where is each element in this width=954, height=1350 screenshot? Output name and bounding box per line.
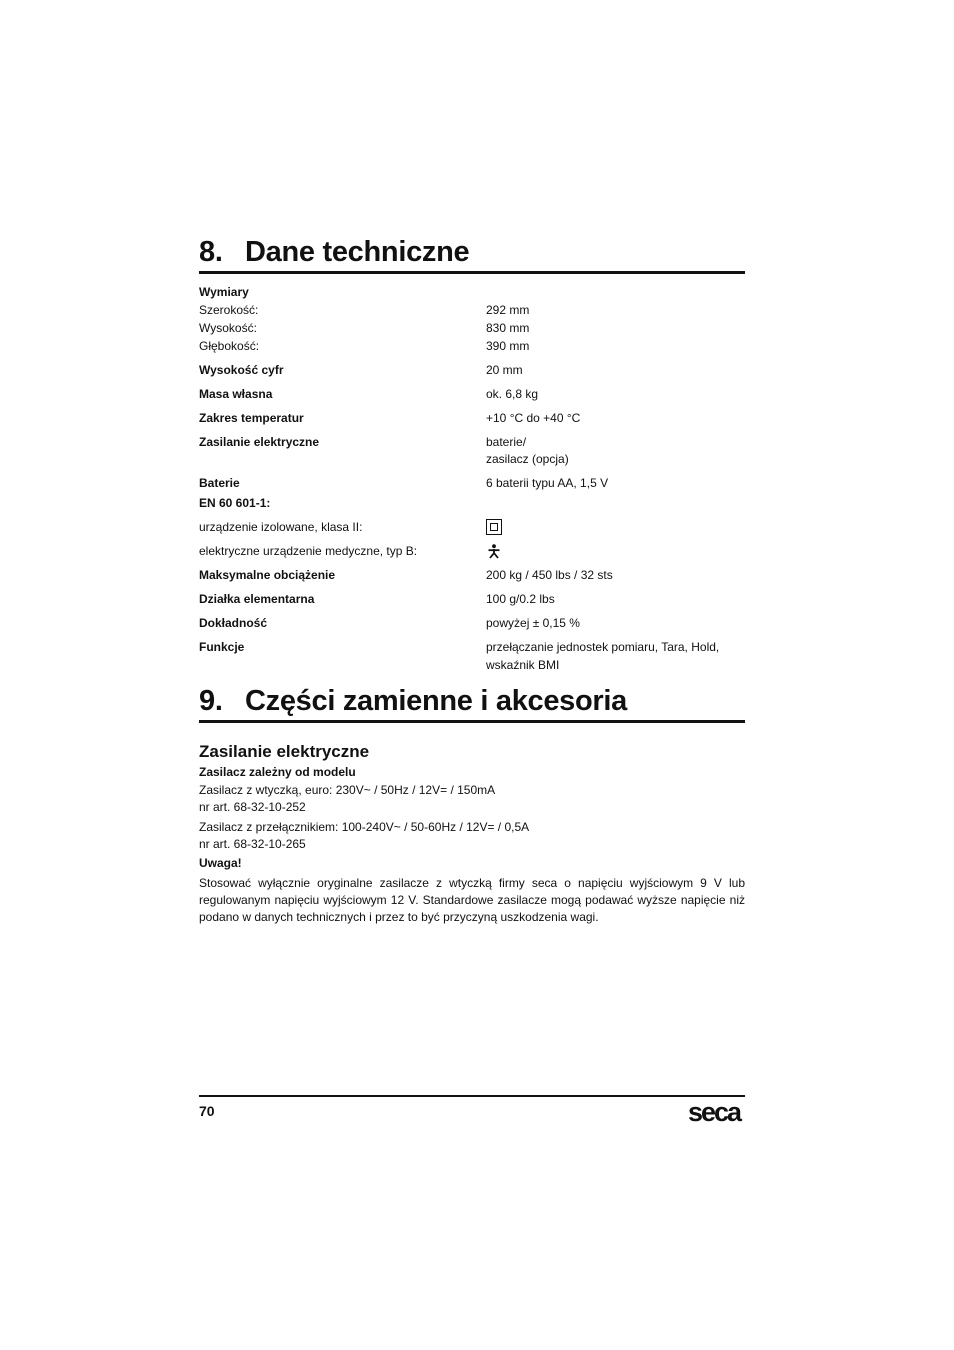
spec-value: 830 mm <box>486 321 530 335</box>
section-9-number: 9. <box>199 685 223 717</box>
adapter-2-article-number: nr art. 68-32-10-265 <box>199 837 306 851</box>
spec-label: Masa własna <box>199 387 273 401</box>
spec-label: Baterie <box>199 476 240 490</box>
type-b-person-icon <box>487 544 501 559</box>
section-8-rule <box>199 271 745 274</box>
class-ii-double-square-icon <box>486 519 502 535</box>
adapter-1-article-number: nr art. 68-32-10-252 <box>199 800 306 814</box>
spec-value: +10 °C do +40 °C <box>486 411 581 425</box>
spec-value: zasilacz (opcja) <box>486 452 569 466</box>
section-9-heading <box>199 684 745 718</box>
section-8-heading <box>199 235 745 269</box>
adapter-2-description: Zasilacz z przełącznikiem: 100-240V~ / 50-60Hz / 12V= / 0,5A <box>199 820 530 834</box>
spec-label: Szerokość: <box>199 303 259 317</box>
spec-value: ok. 6,8 kg <box>486 387 539 401</box>
section-8-number: 8. <box>199 236 223 268</box>
section-9-title: Części zamienne i akcesoria <box>245 685 627 717</box>
spec-label: Funkcje <box>199 640 245 654</box>
adapter-1-description: Zasilacz z wtyczką, euro: 230V~ / 50Hz / 12V= / 150mA <box>199 783 496 797</box>
spec-value: powyżej ± 0,15 % <box>486 616 580 630</box>
spec-label: Maksymalne obciążenie <box>199 568 336 582</box>
spec-value: 390 mm <box>486 339 530 353</box>
section-8-title: Dane techniczne <box>245 236 470 268</box>
spec-value: wskaźnik BMI <box>486 658 560 672</box>
document-page: 8. Dane techniczne Wymiary Szerokość: 292 mm Wysokość: 830 mm Głębokość: 390 mm Wysokość cyfr 20 mm Masa własna ok. 6,8 kg Zakres temperatur +10 °C do +40 °C Zasilanie elektryczne baterie/ zasilacz (opcja) Baterie 6 baterii typu AA, 1,5 V EN 60 601-1: urządzenie izolowane, klasa II: elektryczne urządzenie medyczne, typ B: Maksymalne obciążenie 200 kg / 450 lbs / 32 sts Działka elementarna 100 g/0.2 lbs Dokładność powyżej ± 0,15 % Funkcje przełączanie jednostek pomiaru, Tara, Hold, wskaźnik BMI 9. Części zamienne i akcesoria Zasilanie elektryczne Zasilacz zależny od modelu Zasilacz z wtyczką, euro: 230V~ / 50Hz / 12V= / 150mA nr art. 68-32-10-252 Zasilacz z przełącznikiem: 100-240V~ / 50-60Hz / 12V= / 0,5A nr art. 68-32-10-265 Uwaga! Stosować wyłącznie oryginalne zasilacze z wtyczką firmy seca o napięciu wyjściowym 9 V lub regulowanym napięciu wyjściowym 12 V. Standardowe zasilacze mogą podawać wyższe napięcie niż podano w danych technicznych i przez to być przyczyną uszkodzenia wagi. 70 seca <box>199 236 745 1127</box>
spec-value: przełączanie jednostek pomiaru, Tara, Hold, <box>486 640 720 654</box>
section-9-rule <box>199 720 745 723</box>
footer-rule <box>199 1095 745 1097</box>
spec-value: baterie/ <box>486 435 527 449</box>
spec-value: 292 mm <box>486 303 530 317</box>
spec-label: urządzenie izolowane, klasa II: <box>199 520 363 534</box>
spec-label: Zakres temperatur <box>199 411 304 425</box>
spec-label: Głębokość: <box>199 339 260 353</box>
spec-value: 20 mm <box>486 363 523 377</box>
spec-label: Działka elementarna <box>199 592 315 606</box>
note-heading: Uwaga! <box>199 856 242 870</box>
spec-label: Wysokość cyfr <box>199 363 284 377</box>
spec-value: 6 baterii typu AA, 1,5 V <box>486 476 609 490</box>
note-text: Stosować wyłącznie oryginalne zasilacze z wtyczką firmy seca o napięciu wyjściowym 9 V lub regulowanym napięciu wyjściowym 12 V. Standardowe zasilacze mogą podawać wyższe napięcie niż podano w danych technicznych i przez to być przyczyną uszkodzenia wagi. <box>199 876 745 924</box>
adapter-heading: Zasilacz zależny od modelu <box>199 765 356 779</box>
page-number: 70 <box>199 1103 215 1119</box>
spec-label: Zasilanie elektryczne <box>199 435 320 449</box>
spec-label: Dokładność <box>199 616 268 630</box>
spec-label: Wysokość: <box>199 321 257 335</box>
spec-label: elektryczne urządzenie medyczne, typ B: <box>199 544 418 558</box>
spec-value: 200 kg / 450 lbs / 32 sts <box>486 568 613 582</box>
power-subheading: Zasilanie elektryczne <box>199 742 370 761</box>
seca-logo: seca <box>688 1097 741 1127</box>
spec-value: 100 g/0.2 lbs <box>486 592 555 606</box>
